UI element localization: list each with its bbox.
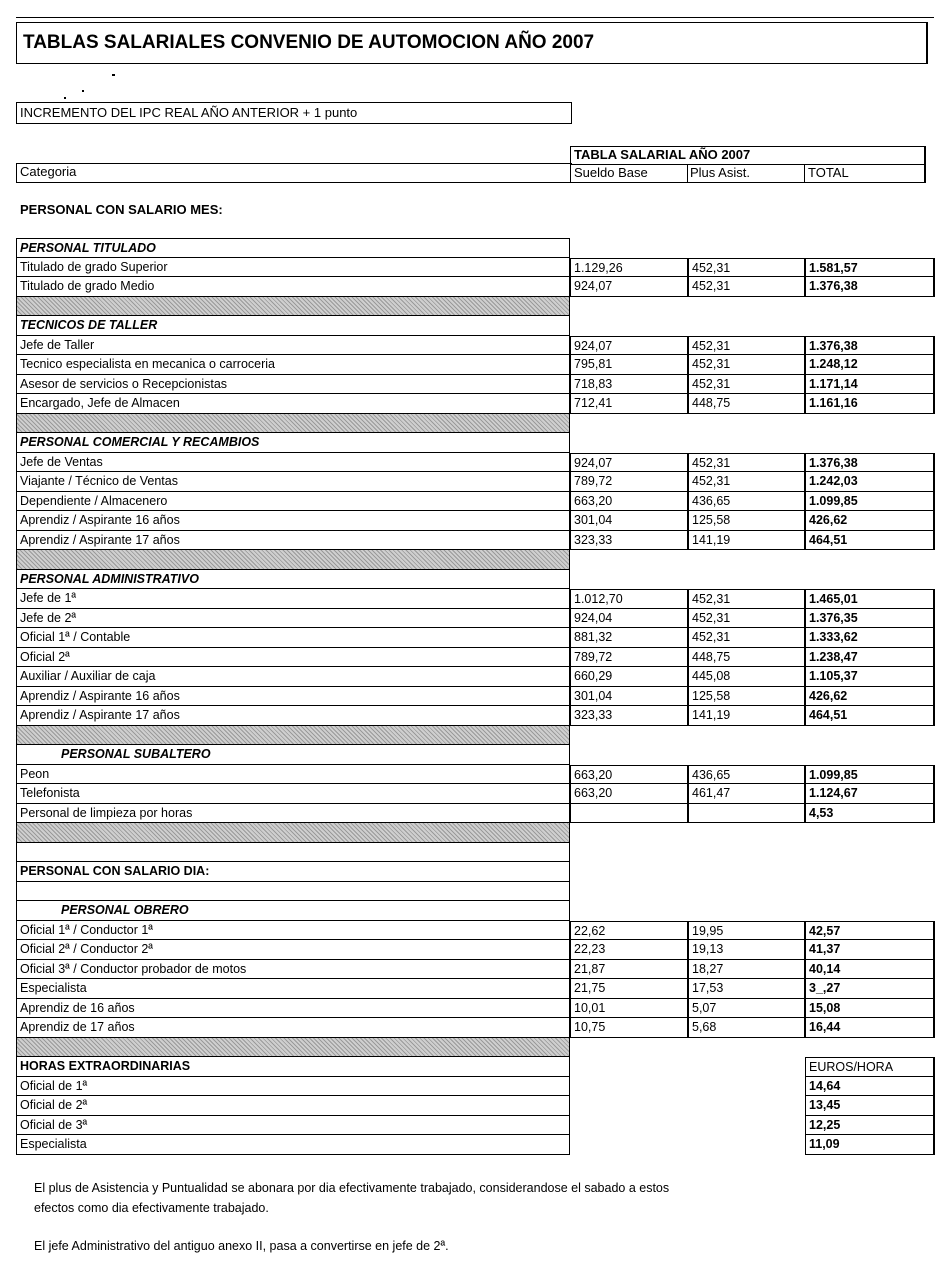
shaded-separator [16, 550, 570, 570]
overtime-rate: 13,45 [805, 1096, 935, 1116]
sueldo-base-value: 663,20 [570, 492, 688, 512]
category-label: Oficial 1ª / Contable [16, 628, 570, 648]
sueldo-base-value: 21,75 [570, 979, 688, 999]
total-value: 41,37 [805, 940, 935, 960]
overtime-rate: 14,64 [805, 1077, 935, 1097]
category-group-heading: PERSONAL COMERCIAL Y RECAMBIOS [16, 433, 570, 453]
note-line: El plus de Asistencia y Puntualidad se abonara por dia efectivamente trabajado, considerandose el sabado a estos [34, 1181, 670, 1195]
category-label: Tecnico especialista en mecanica o carroceria [16, 355, 570, 375]
category-label: Titulado de grado Superior [16, 258, 570, 278]
plus-asist-value: 452,31 [688, 355, 805, 375]
plus-asist-value: 19,13 [688, 940, 805, 960]
overtime-rate: 11,09 [805, 1135, 935, 1155]
total-value: 1.376,38 [805, 453, 935, 473]
plus-asist-value: 448,75 [688, 648, 805, 668]
category-label: Aprendiz de 17 años [16, 1018, 570, 1038]
section-salario-mes: PERSONAL CON SALARIO MES: [20, 202, 223, 217]
total-value: 1.171,14 [805, 375, 935, 395]
total-value: 426,62 [805, 687, 935, 707]
sueldo-base-value: 718,83 [570, 375, 688, 395]
total-value: 1.581,57 [805, 258, 935, 278]
category-label: Peon [16, 765, 570, 785]
plus-asist-value: 141,19 [688, 706, 805, 726]
plus-asist-value: 452,31 [688, 277, 805, 297]
euros-hora-header: EUROS/HORA [805, 1057, 935, 1077]
total-value: 1.333,62 [805, 628, 935, 648]
header-sueldo-base: Sueldo Base [570, 164, 688, 183]
sueldo-base-value: 795,81 [570, 355, 688, 375]
increment-note: INCREMENTO DEL IPC REAL AÑO ANTERIOR + 1 punto [16, 102, 572, 124]
category-group-heading: PERSONAL OBRERO [16, 901, 570, 921]
header-plus-asist: Plus Asist. [687, 164, 805, 183]
total-value: 1.376,38 [805, 277, 935, 297]
plus-asist-value: 445,08 [688, 667, 805, 687]
note-jefe-administrativo: El jefe Administrativo del antiguo anexo II, pasa a convertirse en jefe de 2ª. [34, 1239, 449, 1253]
plus-asist-value: 452,31 [688, 258, 805, 278]
scan-speck [64, 97, 66, 99]
total-value: 4,53 [805, 804, 935, 824]
plus-asist-value: 461,47 [688, 784, 805, 804]
scan-speck [82, 90, 84, 92]
plus-asist-value: 5,07 [688, 999, 805, 1019]
category-label: Dependiente / Almacenero [16, 492, 570, 512]
plus-asist-value: 452,31 [688, 609, 805, 629]
overtime-heading: HORAS EXTRAORDINARIAS [16, 1057, 570, 1077]
sueldo-base-value: 21,87 [570, 960, 688, 980]
sueldo-base-value: 22,62 [570, 921, 688, 941]
total-value: 1.099,85 [805, 765, 935, 785]
category-label: Especialista [16, 1135, 570, 1155]
total-value: 1.465,01 [805, 589, 935, 609]
category-label: Asesor de servicios o Recepcionistas [16, 375, 570, 395]
plus-asist-value: 452,31 [688, 589, 805, 609]
category-label: Jefe de 2ª [16, 609, 570, 629]
category-label: Oficial de 3ª [16, 1116, 570, 1136]
total-value: 464,51 [805, 531, 935, 551]
total-value: 1.161,16 [805, 394, 935, 414]
plus-asist-value: 452,31 [688, 453, 805, 473]
plus-asist-value: 452,31 [688, 472, 805, 492]
sueldo-base-value: 301,04 [570, 687, 688, 707]
total-value: 1.238,47 [805, 648, 935, 668]
total-value: 464,51 [805, 706, 935, 726]
total-value: 1.105,37 [805, 667, 935, 687]
category-label: Jefe de Taller [16, 336, 570, 356]
shaded-separator [16, 726, 570, 746]
category-label: Telefonista [16, 784, 570, 804]
plus-asist-value: 452,31 [688, 628, 805, 648]
plus-asist-value: 141,19 [688, 531, 805, 551]
category-label: Aprendiz / Aspirante 16 años [16, 511, 570, 531]
document-title: TABLAS SALARIALES CONVENIO DE AUTOMOCION AÑO 2007 [16, 22, 928, 64]
sueldo-base-value: 301,04 [570, 511, 688, 531]
category-label: Oficial 1ª / Conductor 1ª [16, 921, 570, 941]
plus-asist-value: 18,27 [688, 960, 805, 980]
category-label: Titulado de grado Medio [16, 277, 570, 297]
plus-asist-value: 448,75 [688, 394, 805, 414]
category-group-heading: TECNICOS DE TALLER [16, 316, 570, 336]
sueldo-base-value: 924,07 [570, 453, 688, 473]
top-rule [16, 17, 934, 18]
sueldo-base-value: 924,07 [570, 277, 688, 297]
table-group-header: TABLA SALARIAL AÑO 2007 [570, 146, 926, 165]
sueldo-base-value: 660,29 [570, 667, 688, 687]
plus-asist-value [688, 804, 805, 824]
sueldo-base-value: 323,33 [570, 531, 688, 551]
plus-asist-value: 436,65 [688, 765, 805, 785]
category-label: Aprendiz / Aspirante 16 años [16, 687, 570, 707]
total-value: 426,62 [805, 511, 935, 531]
note-plus-asistencia [34, 1178, 669, 1218]
total-value: 16,44 [805, 1018, 935, 1038]
shaded-separator [16, 297, 570, 317]
total-value: 3_,27 [805, 979, 935, 999]
total-value: 1.376,38 [805, 336, 935, 356]
sueldo-base-value: 10,01 [570, 999, 688, 1019]
header-total: TOTAL [805, 164, 926, 183]
sueldo-base-value: 789,72 [570, 648, 688, 668]
category-label: Especialista [16, 979, 570, 999]
category-label: Aprendiz de 16 años [16, 999, 570, 1019]
section-heading: PERSONAL CON SALARIO DIA: [16, 862, 570, 882]
plus-asist-value: 5,68 [688, 1018, 805, 1038]
category-label: Jefe de 1ª [16, 589, 570, 609]
sueldo-base-value: 1.129,26 [570, 258, 688, 278]
plus-asist-value: 125,58 [688, 511, 805, 531]
plus-asist-value: 19,95 [688, 921, 805, 941]
category-label: Auxiliar / Auxiliar de caja [16, 667, 570, 687]
plus-asist-value: 17,53 [688, 979, 805, 999]
sueldo-base-value: 924,07 [570, 336, 688, 356]
header-categoria: Categoria [16, 163, 572, 183]
total-value: 1.124,67 [805, 784, 935, 804]
note-line: efectos como dia efectivamente trabajado. [34, 1201, 269, 1215]
category-label: Aprendiz / Aspirante 17 años [16, 531, 570, 551]
total-value: 40,14 [805, 960, 935, 980]
category-label: Aprendiz / Aspirante 17 años [16, 706, 570, 726]
category-label: Oficial 3ª / Conductor probador de motos [16, 960, 570, 980]
sueldo-base-value [570, 804, 688, 824]
category-label: Oficial de 1ª [16, 1077, 570, 1097]
sueldo-base-value: 712,41 [570, 394, 688, 414]
category-group-heading: PERSONAL TITULADO [16, 238, 570, 258]
sueldo-base-value: 881,32 [570, 628, 688, 648]
plus-asist-value: 452,31 [688, 375, 805, 395]
blank-row [16, 843, 570, 863]
total-value: 1.376,35 [805, 609, 935, 629]
blank-row [16, 882, 570, 902]
category-label: Personal de limpieza por horas [16, 804, 570, 824]
category-label: Viajante / Técnico de Ventas [16, 472, 570, 492]
sueldo-base-value: 1.012,70 [570, 589, 688, 609]
sueldo-base-value: 789,72 [570, 472, 688, 492]
sueldo-base-value: 663,20 [570, 765, 688, 785]
category-label: Oficial 2ª [16, 648, 570, 668]
overtime-rate: 12,25 [805, 1116, 935, 1136]
shaded-separator [16, 823, 570, 843]
plus-asist-value: 436,65 [688, 492, 805, 512]
total-value: 42,57 [805, 921, 935, 941]
category-label: Oficial 2ª / Conductor 2ª [16, 940, 570, 960]
shaded-separator [16, 414, 570, 434]
total-value: 1.099,85 [805, 492, 935, 512]
sueldo-base-value: 10,75 [570, 1018, 688, 1038]
total-value: 1.242,03 [805, 472, 935, 492]
shaded-separator [16, 1038, 570, 1058]
scan-speck [112, 74, 115, 76]
category-label: Oficial de 2ª [16, 1096, 570, 1116]
category-group-heading: PERSONAL ADMINISTRATIVO [16, 570, 570, 590]
plus-asist-value: 125,58 [688, 687, 805, 707]
total-value: 15,08 [805, 999, 935, 1019]
category-group-heading: PERSONAL SUBALTERO [16, 745, 570, 765]
sueldo-base-value: 924,04 [570, 609, 688, 629]
category-label: Encargado, Jefe de Almacen [16, 394, 570, 414]
total-value: 1.248,12 [805, 355, 935, 375]
sueldo-base-value: 663,20 [570, 784, 688, 804]
sueldo-base-value: 323,33 [570, 706, 688, 726]
plus-asist-value: 452,31 [688, 336, 805, 356]
sueldo-base-value: 22,23 [570, 940, 688, 960]
category-label: Jefe de Ventas [16, 453, 570, 473]
